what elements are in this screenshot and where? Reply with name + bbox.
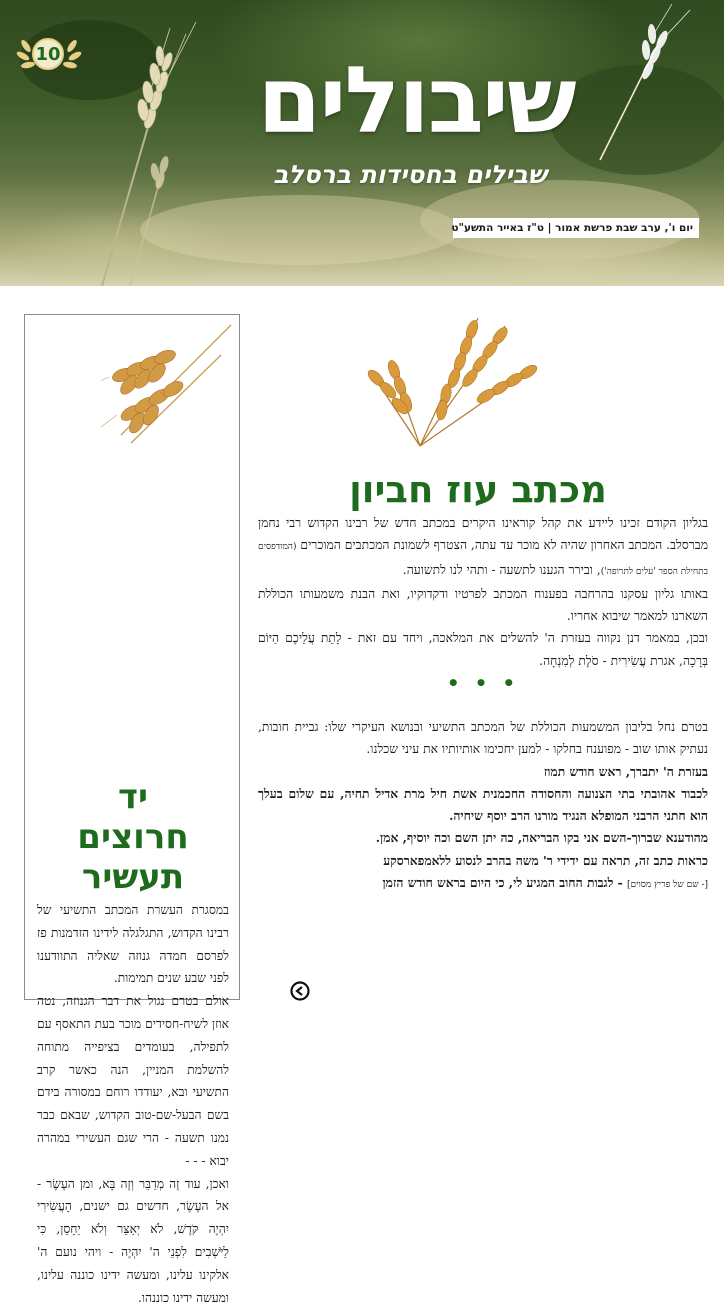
masthead-subtitle: שבילים בחסידות ברסלב xyxy=(273,160,547,189)
article-paragraph: ובכן, במאמר דנן נקווה בעזרת ה' להשלים את המלאכה, ויחד עם זאת - לָתֵת עֲלֵיכֶם הַיּוֹם בְּרָכָה, אגרת עֲשִׂירִית - סֹלֶת לְמִנְחָה. xyxy=(258,631,708,668)
letter-line xyxy=(258,872,708,896)
header-banner xyxy=(0,0,724,286)
sidebar-title-line: תעשיר xyxy=(81,857,185,897)
letter-line: בעזרת ה' יתברך, ראש חודש תמוז xyxy=(543,763,708,779)
article-letter-section xyxy=(258,716,708,896)
letter-line: כראות כתב זה, תראה עם ידידי ר' משה בהרב לנסוע ללאמפארסקע xyxy=(383,852,708,868)
letter-footnote: [- שם של פריץ מסוים] xyxy=(627,880,708,891)
article-footnote: (המודפסים בתחילת הספר 'עלים לתרופה') xyxy=(258,542,708,577)
sidebar-paragraph: ואכן, עוד זֶה מְדַבֵּר וְזֶה בָּא, ומן העֶשֶׂר - אל העֶשֶׂר, חדשים גם ישנים, הָעֲשִׂירִי יִהְיֶה קֹּדֶשׁ, לֹא יְאַצֵּר וְלֹא יֵחָסֵן, כִּי לַיֹּשְׁבִים לִפְנֵי ה' יִהְיֶה - ויהי נועם ה' אלקינו עלינו, ומעשה ידינו כוננה עלינו, ומעשה ידינו כוננהו. xyxy=(37,1176,229,1305)
issue-number: 10 xyxy=(32,38,64,70)
letter-text: - לגבות החוב המגיע לי, כי היום בראש חודש הזמן xyxy=(382,875,627,891)
sidebar-title xyxy=(25,777,241,897)
article-text: , ובירר הגענו לתשעה - ותהי לנו לתשועה. xyxy=(402,562,601,577)
wheat-bundle-icon xyxy=(360,306,560,456)
article-paragraph: באותו גליון עסקנו בהרחבה בפענוח המכתב לפרטיו ודקדוקיו, ואת הבנת משמעותו הכוללת השארנו למאמר שיבוא אחריו. xyxy=(258,586,708,624)
wheat-icon xyxy=(101,315,241,455)
issue-badge xyxy=(16,32,82,78)
article-paragraph: בטרם נחל בליבון המשמעות הכוללת של המכתב התשיעי ובנושא העיקרי שלו: גביית חובות, נעתיק אותו שוב - מפוענח בחלקו - למען יחכימו אותיותיו את עיני שכלנו. xyxy=(258,720,708,757)
sidebar-paragraph: במסגרת העשרת המכתב התשיעי של רבינו הקדוש, התגלגלה לידינו הזדמנות פז לפרסם חמדה גנוזה שאליה התוודענו לפני שבע שנים תמימות. xyxy=(37,903,229,986)
masthead-title: שיבולים xyxy=(257,47,575,154)
article-intro xyxy=(258,512,708,694)
arrow-circle-icon[interactable] xyxy=(290,981,310,1001)
letter-line: לכבוד אהובתי בתי הצנועה והחסודה החכמנית אשת חיל מרת אדיל תחיה, עם שלום בעלך הוא חתני הרבני המופלא הנגיד מורנו הרב יוסף שיחיה. xyxy=(258,785,708,824)
sidebar-box xyxy=(24,314,240,1305)
letter-line: מהודענא שברוך-השם אני בקו הבריאה, כה יתן השם וכה יוסיף, אמן. xyxy=(375,830,708,846)
sidebar-title-line: יד xyxy=(118,777,148,817)
sidebar-body xyxy=(37,899,229,1309)
sidebar-paragraph: אולם בטרם נגול את דבר הגנוזה, נטה אוזן לשיח-חסידים מוכר בעת התאסף עם לתפילה, בעומדים בציפייה מתוחה להשלמת המניין, הנה כאשר קרב התשיעי ובא, יעודדו רוחם במסורה בידם בשם הבעל-שם-טוב הקדוש, שבאם כבר נמנו תשעה - הרי שגם העשירי במהרה יבוא - - - xyxy=(37,994,229,1168)
section-divider: • • • xyxy=(446,671,520,696)
article-paragraph xyxy=(258,512,708,583)
issue-dateline: יום ו', ערב שבת פרשת אמור | ט"ז באייר התשע"ט xyxy=(453,218,699,238)
article-title: מכתב עוז חביון xyxy=(349,468,607,511)
article-text: בגליון הקודם זכינו ליידע את קהל קוראינו היקרים במכתב חדש של רבינו הקדוש רבי נחמן מברסלב. המכתב האחרון שהיה לא מוכר עד עתה, הצטרף לשמונת המכתבים המוכרים xyxy=(258,516,708,553)
sidebar-title-line: חרוצים xyxy=(77,817,189,857)
